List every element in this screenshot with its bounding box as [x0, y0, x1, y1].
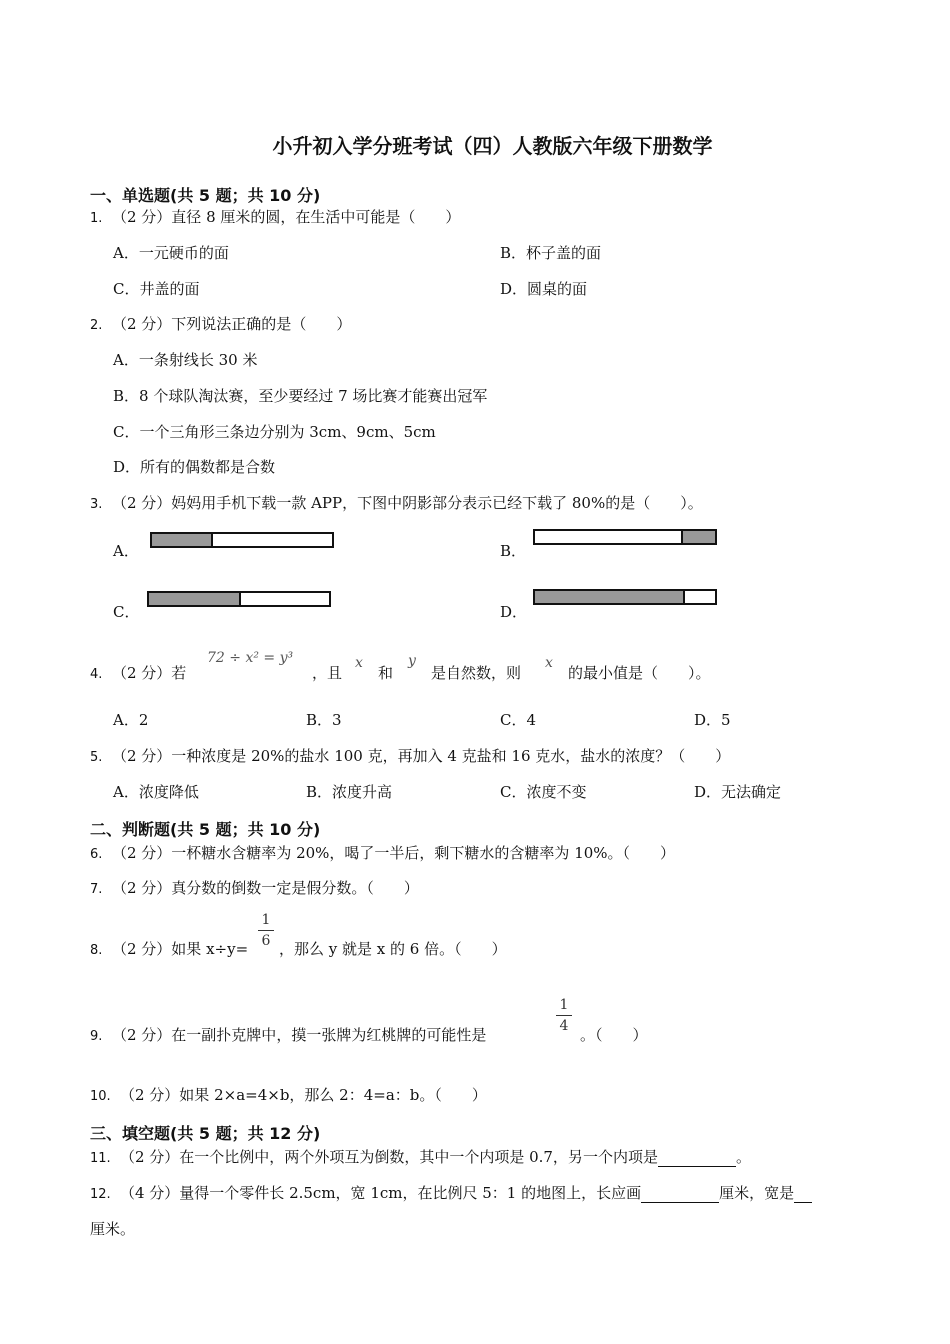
answer-blank[interactable]	[658, 1148, 736, 1167]
q4-var-x-2: x	[545, 655, 553, 671]
q4-text-and: ，且	[312, 664, 343, 682]
q5-option-c: C．浓度不变	[500, 783, 587, 801]
q9-text-suffix: 。（ ）	[580, 1026, 648, 1044]
question-6	[90, 842, 675, 863]
question-text-mid: 厘米，宽是	[719, 1184, 795, 1202]
q5-option-a: A．浓度降低	[113, 783, 199, 801]
question-text: （2 分）一杯糖水含糖率为 20%，喝了一半后，剩下糖水的含糖率为 10%。（ ）	[112, 844, 676, 862]
q12-line-2: 厘米。	[90, 1220, 136, 1238]
q2-option-c: C．一个三角形三条边分别为 3cm、9cm、5cm	[113, 423, 436, 441]
question-text: （2 分）直径 8 厘米的圆，在生活中可能是（ ）	[112, 208, 461, 226]
bar-shaded-part	[535, 591, 685, 603]
q1-option-b: B．杯子盖的面	[500, 244, 602, 262]
q1-option-a: A．一元硬币的面	[113, 244, 229, 262]
question-number: 5.	[90, 750, 103, 765]
q4-text-natural: 是自然数，则	[431, 664, 522, 682]
answer-blank-width[interactable]	[794, 1184, 812, 1203]
question-text: （2 分）妈妈用手机下载一款 APP，下图中阴影部分表示已经下载了 80%的是（ ）。	[112, 494, 703, 512]
fraction-denominator: 4	[559, 1018, 569, 1034]
question-text: （2 分）在一个比例中，两个外项互为倒数，其中一个内项是 0.7，另一个内项是	[120, 1148, 658, 1166]
q5-option-d: D．无法确定	[694, 783, 782, 801]
question-number: 10.	[90, 1089, 111, 1104]
question-number: 3.	[90, 497, 103, 512]
question-4	[90, 662, 186, 683]
q4-equation: 72 ÷ x² = y³	[207, 650, 294, 666]
question-text-prefix: （2 分）如果 x÷y=	[112, 940, 249, 958]
question-text-prefix: （2 分）在一副扑克牌中，摸一张牌为红桃牌的可能性是	[112, 1026, 487, 1044]
q4-option-a: A．2	[113, 711, 149, 729]
bar-shaded-part	[681, 531, 715, 543]
q3-option-b: B．	[500, 542, 527, 560]
q4-var-x: x	[355, 655, 363, 671]
q5-option-b: B．浓度升高	[306, 783, 393, 801]
q4-option-d: D．5	[694, 711, 731, 729]
question-number: 8.	[90, 943, 103, 958]
q3-option-a: A．	[113, 542, 139, 560]
q2-option-b: B．8 个球队淘汰赛，至少要经过 7 场比赛才能赛出冠军	[113, 387, 488, 405]
question-number: 4.	[90, 667, 103, 682]
q3-progress-bar-d	[533, 589, 717, 605]
fraction-numerator: 1	[261, 912, 271, 928]
page-title: 小升初入学分班考试（四）人教版六年级下册数学	[272, 134, 713, 158]
section-heading-single-choice: 一、单选题(共 5 题；共 10 分)	[90, 186, 321, 205]
question-number: 12.	[90, 1187, 111, 1202]
q2-option-a: A．一条射线长 30 米	[113, 351, 258, 369]
q1-option-c: C．井盖的面	[113, 280, 200, 298]
question-10	[90, 1084, 487, 1105]
q3-option-c: C．	[113, 603, 140, 621]
q4-option-c: C．4	[500, 711, 537, 729]
question-11	[90, 1146, 751, 1167]
q4-option-b: B．3	[306, 711, 342, 729]
q9-fraction	[556, 997, 572, 1034]
question-7	[90, 877, 419, 898]
question-number: 9.	[90, 1029, 103, 1044]
question-text-end: 。	[735, 1148, 751, 1166]
question-text-prefix: （2 分）若	[112, 664, 187, 682]
q8-fraction	[258, 912, 274, 949]
question-text: （2 分）下列说法正确的是（ ）	[112, 315, 352, 333]
question-2	[90, 313, 351, 334]
q3-progress-bar-c	[147, 591, 331, 607]
question-9	[90, 1024, 486, 1045]
fraction-numerator: 1	[559, 997, 569, 1013]
question-1	[90, 206, 460, 227]
q3-progress-bar-b	[533, 529, 717, 545]
question-number: 11.	[90, 1151, 111, 1166]
q4-text-suffix: 的最小值是（ ）。	[568, 664, 711, 682]
question-text: （4 分）量得一个零件长 2.5cm，宽 1cm，在比例尺 5：1 的地图上，长应画	[120, 1184, 642, 1202]
q8-text-suffix: ，那么 y 就是 x 的 6 倍。（ ）	[279, 940, 507, 958]
question-number: 6.	[90, 847, 103, 862]
question-12	[90, 1182, 812, 1203]
question-3	[90, 492, 703, 513]
question-text: （2 分）真分数的倒数一定是假分数。（ ）	[112, 879, 419, 897]
question-number: 2.	[90, 318, 103, 333]
bar-shaded-part	[149, 593, 241, 605]
question-number: 7.	[90, 882, 103, 897]
q3-progress-bar-a	[150, 532, 334, 548]
answer-blank-length[interactable]	[641, 1184, 719, 1203]
question-text: （2 分）一种浓度是 20%的盐水 100 克，再加入 4 克盐和 16 克水，盐水的浓度？（ ）	[112, 747, 731, 765]
question-8	[90, 938, 248, 959]
q3-option-d: D．	[500, 603, 528, 621]
q1-option-d: D．圆桌的面	[500, 280, 588, 298]
q4-var-y: y	[408, 653, 416, 669]
q4-text-he: 和	[378, 664, 394, 682]
question-5	[90, 745, 730, 766]
bar-shaded-part	[152, 534, 213, 546]
question-number: 1.	[90, 211, 103, 226]
fraction-denominator: 6	[261, 933, 271, 949]
section-heading-true-false: 二、判断题(共 5 题；共 10 分)	[90, 820, 321, 839]
question-text: （2 分）如果 2×a=4×b，那么 2：4=a：b。（ ）	[120, 1086, 487, 1104]
section-heading-fill-blank: 三、填空题(共 5 题；共 12 分)	[90, 1124, 321, 1143]
q2-option-d: D．所有的偶数都是合数	[113, 458, 276, 476]
